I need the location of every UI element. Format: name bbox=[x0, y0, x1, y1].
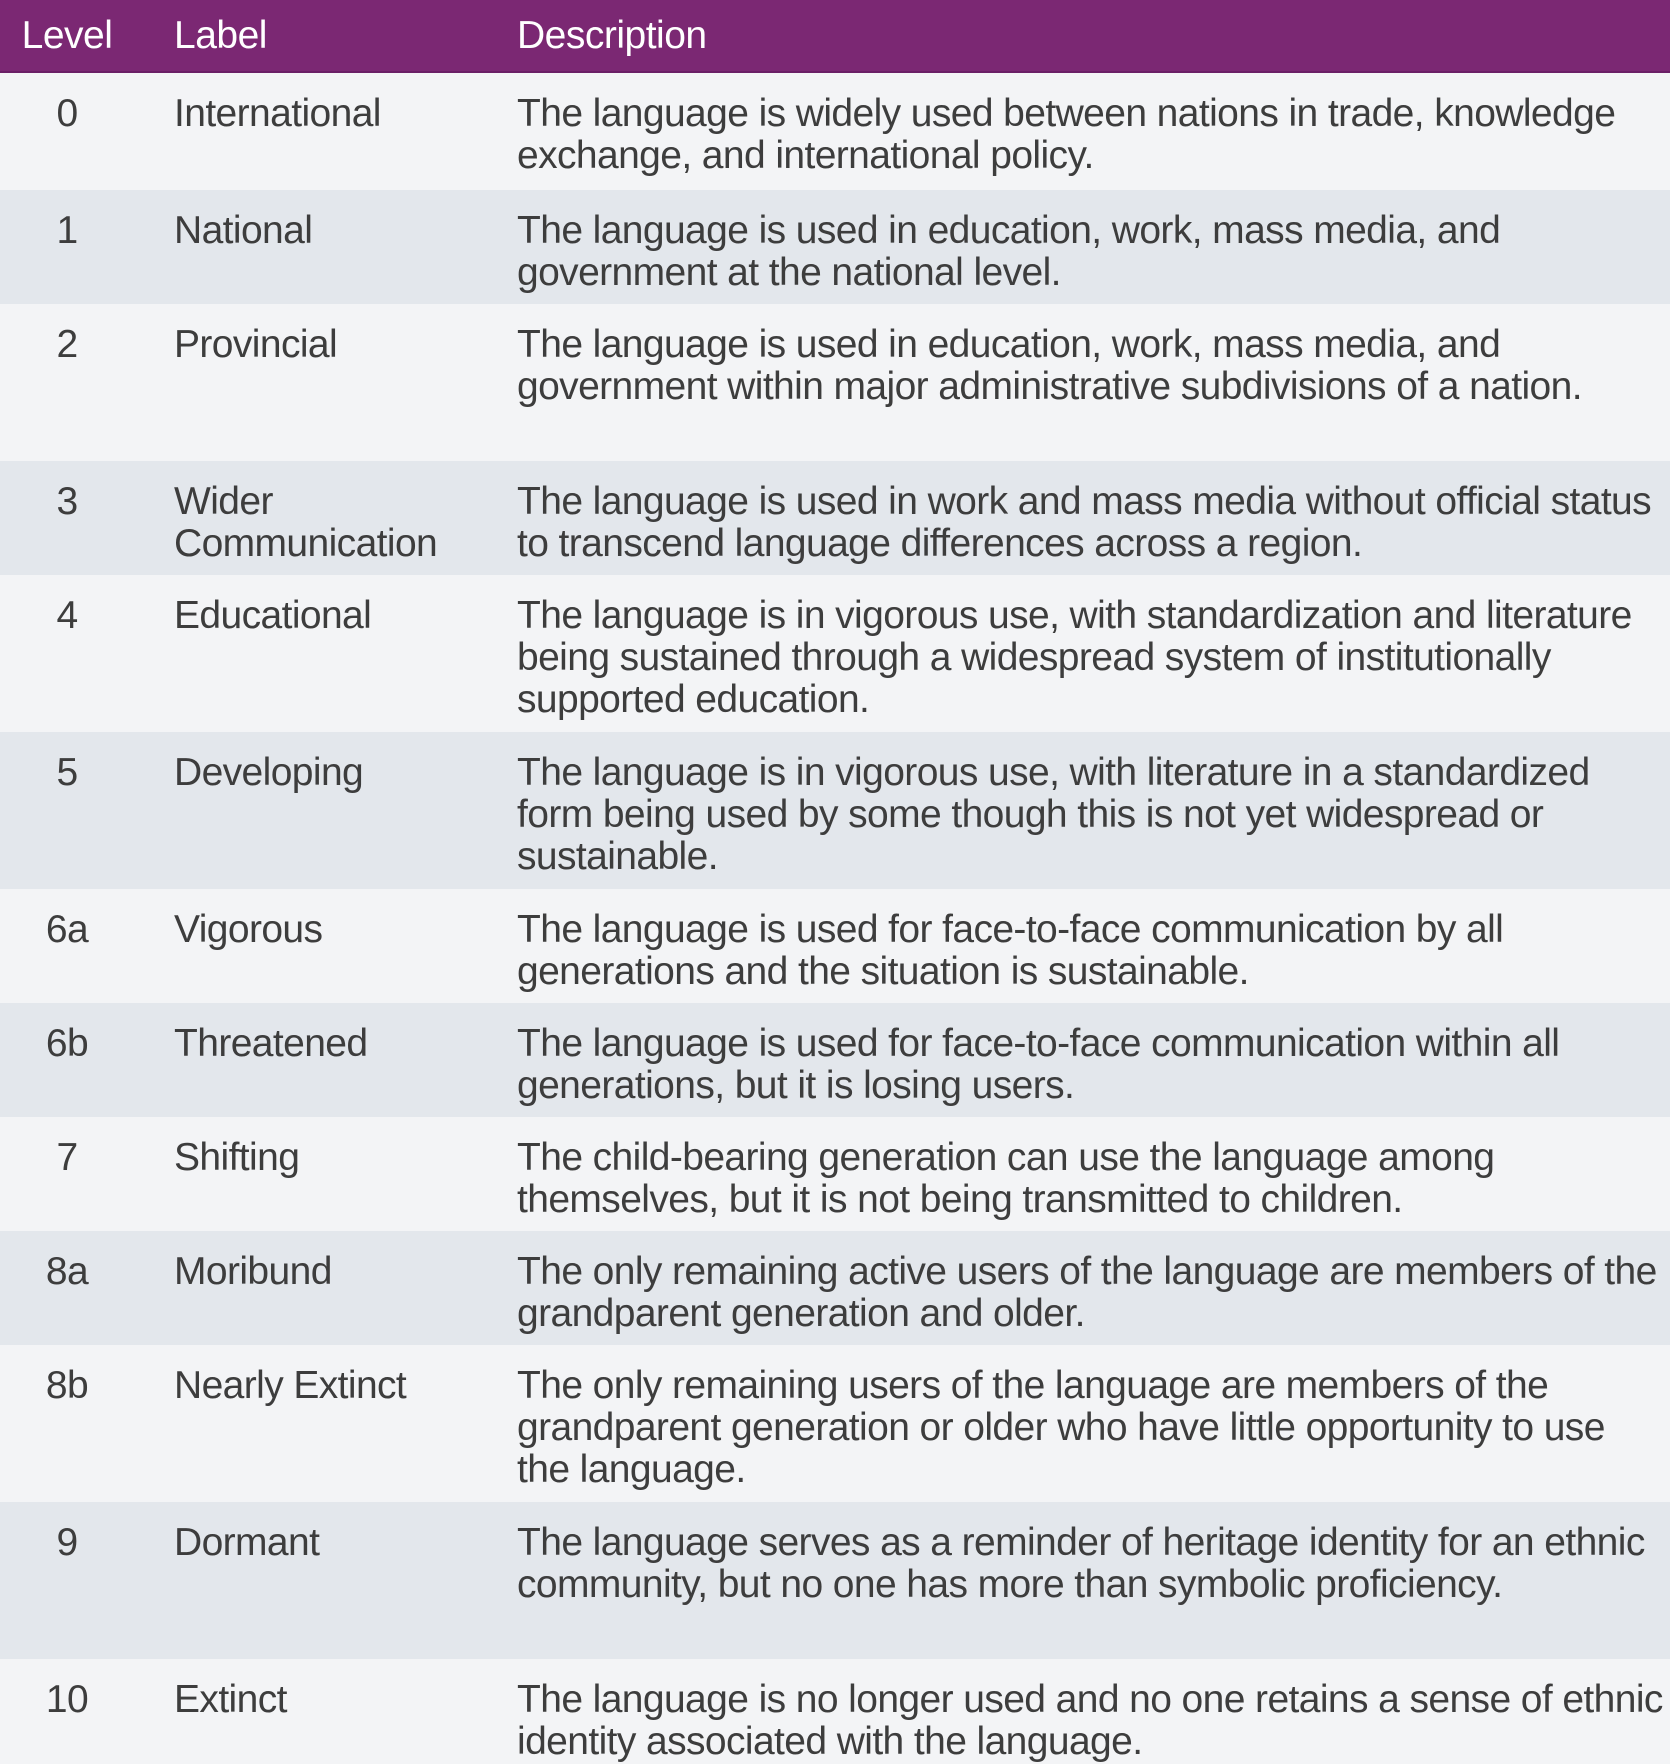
table-row bbox=[0, 1345, 1670, 1502]
row-description: The child-bearing generation can use the language among themselves, but it is not being transmitted to children. bbox=[517, 1136, 1495, 1221]
row-label: Nearly Extinct bbox=[174, 1364, 407, 1407]
row-description: The language serves as a reminder of heritage identity for an ethnic community, but no one has more than symbolic proficiency. bbox=[517, 1521, 1645, 1606]
row-label: Moribund bbox=[174, 1250, 332, 1293]
row-description: The language is used in education, work, mass media, and government at the national level. bbox=[517, 209, 1501, 294]
row-description: The language is used for face-to-face communication within all generations, but it is losing users. bbox=[517, 1022, 1560, 1107]
row-level: 6b bbox=[45, 1022, 89, 1065]
table-row bbox=[0, 1117, 1670, 1231]
table-row bbox=[0, 1502, 1670, 1659]
table-row bbox=[0, 190, 1670, 304]
row-label: Threatened bbox=[174, 1022, 368, 1065]
row-description: The language is used in work and mass media without official status to transcend language differences across a region. bbox=[517, 480, 1652, 565]
table-row bbox=[0, 575, 1670, 732]
row-level: 4 bbox=[56, 594, 78, 637]
row-level: 7 bbox=[56, 1136, 78, 1179]
table-row bbox=[0, 73, 1670, 190]
row-label: Educational bbox=[174, 594, 372, 637]
table-row bbox=[0, 889, 1670, 1003]
header-level: Level bbox=[21, 13, 113, 57]
table-row bbox=[0, 1003, 1670, 1117]
row-level: 5 bbox=[56, 751, 78, 794]
row-level: 2 bbox=[56, 323, 78, 366]
row-label: Shifting bbox=[174, 1136, 300, 1179]
row-description: The language is widely used between nations in trade, knowledge exchange, and international policy. bbox=[517, 92, 1616, 177]
row-level: 6a bbox=[45, 908, 89, 951]
row-description: The only remaining active users of the language are members of the grandparent generation and older. bbox=[517, 1250, 1657, 1335]
row-description: The language is in vigorous use, with standardization and literature being sustained through a widespread system of institutionally supported education. bbox=[517, 594, 1632, 721]
row-label: Dormant bbox=[174, 1521, 320, 1564]
row-level: 8a bbox=[45, 1250, 89, 1293]
row-label: Provincial bbox=[174, 323, 338, 366]
table-row bbox=[0, 304, 1670, 461]
row-label: Vigorous bbox=[174, 908, 323, 951]
table-row bbox=[0, 1659, 1670, 1764]
row-level: 8b bbox=[45, 1364, 89, 1407]
table-header bbox=[0, 0, 1670, 73]
row-level: 0 bbox=[56, 92, 78, 135]
row-label: Developing bbox=[174, 751, 364, 794]
row-level: 3 bbox=[56, 480, 78, 523]
header-description: Description bbox=[517, 13, 707, 57]
row-description: The language is used for face-to-face communication by all generations and the situation is sustainable. bbox=[517, 908, 1504, 993]
row-label: National bbox=[174, 209, 313, 252]
header-label: Label bbox=[174, 13, 267, 57]
row-level: 9 bbox=[56, 1521, 78, 1564]
row-description: The language is used in education, work, mass media, and government within major administrative subdivisions of a nation. bbox=[517, 323, 1582, 408]
row-description: The language is no longer used and no one retains a sense of ethnic identity associated with the language. bbox=[517, 1678, 1663, 1763]
row-description: The only remaining users of the language are members of the grandparent generation or older who have little opportunity to use the language. bbox=[517, 1364, 1605, 1491]
row-description: The language is in vigorous use, with literature in a standardized form being used by some though this is not yet widespread or sustainable. bbox=[517, 751, 1590, 878]
row-label: Wider Communication bbox=[174, 480, 438, 565]
table-row bbox=[0, 1231, 1670, 1345]
row-label: Extinct bbox=[174, 1678, 287, 1721]
row-level: 1 bbox=[56, 209, 78, 252]
table-row bbox=[0, 461, 1670, 575]
row-level: 10 bbox=[45, 1678, 89, 1721]
row-label: International bbox=[174, 92, 381, 135]
table-row bbox=[0, 732, 1670, 889]
